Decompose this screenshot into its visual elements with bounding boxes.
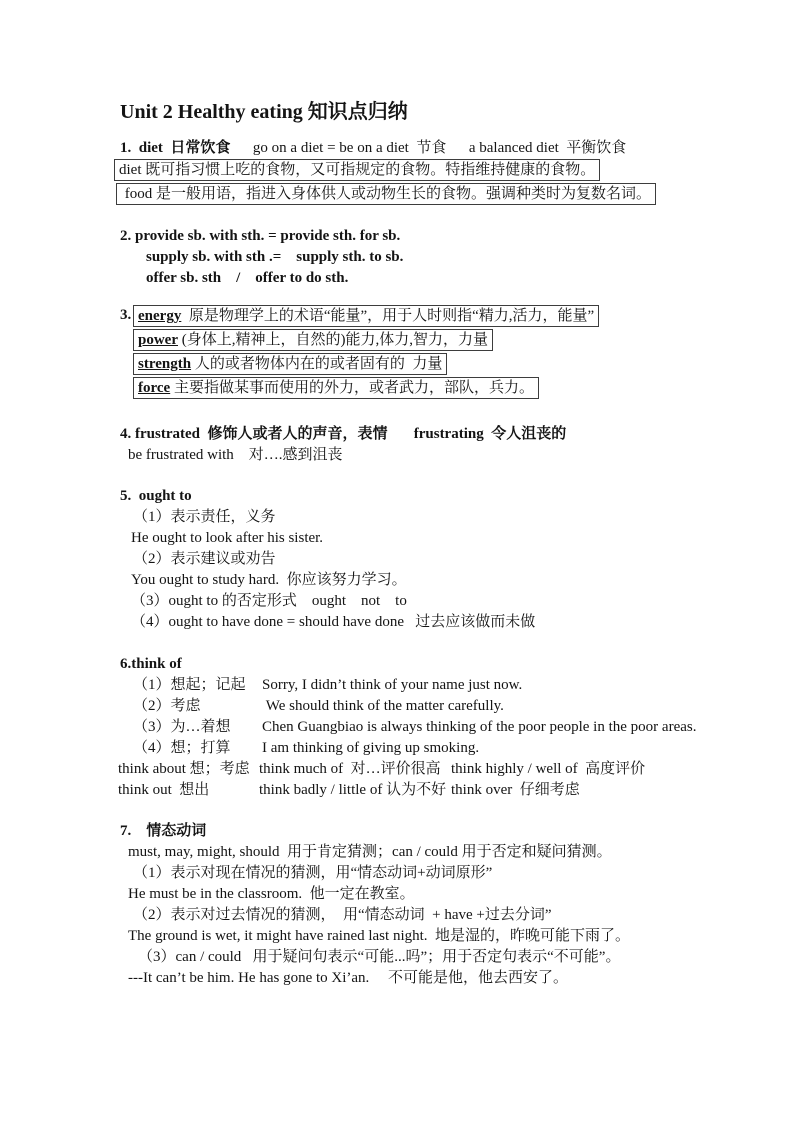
power-term: power bbox=[138, 332, 178, 348]
ought-example-1: He ought to look after his sister. bbox=[131, 530, 324, 546]
power-box bbox=[133, 329, 493, 351]
section-3-energy bbox=[120, 305, 768, 401]
think-phrases-row-1 bbox=[118, 759, 768, 780]
strength-term: strength bbox=[138, 356, 192, 372]
force-row bbox=[120, 377, 768, 401]
ought-to-heading: 5. ought to bbox=[120, 488, 192, 504]
think-of-item-4 bbox=[120, 738, 768, 759]
force-term: force bbox=[138, 380, 171, 396]
force-desc: 主要指做某事而使用的外力，或者武力，部队，兵力。 bbox=[170, 380, 534, 396]
think-out-phrase: think out 想出 bbox=[118, 782, 210, 798]
supply-line: supply sb. with sth .= supply sth. to sb. bbox=[146, 249, 404, 265]
modal-point-2: （2）表示对过去情况的猜测， 用“情态动词 + have +过去分词” bbox=[133, 907, 552, 923]
think-of-item-4-en: I am thinking of giving up smoking. bbox=[262, 740, 480, 756]
think-of-item-3-en: Chen Guangbiao is always thinking of the poor people in the poor areas. bbox=[262, 719, 697, 735]
think-of-item-1-en: Sorry, I didn’t think of your name just now. bbox=[262, 677, 523, 693]
energy-row bbox=[120, 305, 768, 329]
document-content bbox=[120, 99, 768, 989]
strength-box bbox=[133, 353, 447, 375]
energy-box bbox=[133, 305, 599, 327]
food-note-box bbox=[120, 183, 768, 207]
think-badly-phrase: think badly / little of 认为不好 bbox=[259, 782, 447, 798]
ought-point-3: （3）ought to 的否定形式 ought not to bbox=[131, 593, 407, 609]
think-of-item-2-cn: （2）考虑 bbox=[133, 698, 201, 714]
section-3-number: 3. bbox=[120, 307, 132, 323]
provide-line: 2. provide sb. with sth. = provide sth. for sb. bbox=[120, 228, 401, 244]
modal-rule-line: must, may, might, should 用于肯定猜测；can / could 用于否定和疑问猜测。 bbox=[128, 844, 612, 860]
food-note-text: food 是一般用语，指进入身体供人或动物生长的食物。强调种类时为复数名词。 bbox=[116, 183, 656, 205]
think-over-phrase: think over 仔细考虑 bbox=[451, 782, 580, 798]
think-of-item-2 bbox=[120, 696, 768, 717]
think-of-item-4-cn: （4）想；打算 bbox=[133, 740, 231, 756]
force-box bbox=[133, 377, 539, 399]
section-4-frustrated bbox=[120, 424, 768, 466]
diet-note-box bbox=[120, 159, 768, 183]
think-phrases-row-2 bbox=[118, 780, 768, 801]
think-of-item-2-en: We should think of the matter carefully. bbox=[262, 698, 504, 714]
modal-point-3: （3）can / could 用于疑问句表示“可能...吗”；用于否定句表示“不可能”。 bbox=[138, 949, 621, 965]
frustrated-heading: 4. frustrated 修饰人或者人的声音，表情 frustrating 令人沮丧的 bbox=[120, 426, 567, 442]
modal-example-2: The ground is wet, it might have rained last night. 地是湿的，昨晚可能下雨了。 bbox=[128, 928, 631, 944]
modal-point-1: （1）表示对现在情况的猜测，用“情态动词+动词原形” bbox=[133, 865, 493, 881]
power-desc: (身体上,精神上，自然的)能力,体力,智力，力量 bbox=[178, 332, 488, 348]
energy-term: energy bbox=[138, 308, 182, 324]
think-highly-phrase: think highly / well of 高度评价 bbox=[451, 761, 646, 777]
section-2-provide bbox=[120, 226, 768, 289]
section-1-diet bbox=[120, 138, 768, 207]
think-of-heading: 6.think of bbox=[120, 656, 182, 672]
strength-desc: 人的或者物体内在的或者固有的 力量 bbox=[191, 356, 443, 372]
section-7-modal-verbs bbox=[120, 821, 768, 989]
ought-point-4: （4）ought to have done = should have done 过去应该做而未做 bbox=[131, 614, 536, 630]
strength-row bbox=[120, 353, 768, 377]
modal-example-1: He must be in the classroom. 他一定在教室。 bbox=[128, 886, 415, 902]
think-about-phrase: think about 想；考虑 bbox=[118, 761, 250, 777]
diet-note-text: diet 既可指习惯上吃的食物，又可指规定的食物。特指维持健康的食物。 bbox=[114, 159, 600, 181]
section-1-heading-rest: go on a diet = be on a diet 节食 a balanced diet 平衡饮食 bbox=[230, 140, 627, 156]
section-5-ought-to bbox=[120, 486, 768, 633]
modal-verbs-heading: 7. 情态动词 bbox=[120, 823, 207, 839]
offer-line: offer sb. sth / offer to do sth. bbox=[146, 270, 349, 286]
ought-example-2: You ought to study hard. 你应该努力学习。 bbox=[131, 572, 407, 588]
ought-point-2: （2）表示建议或劝告 bbox=[133, 551, 276, 567]
section-1-heading-bold: 1. diet 日常饮食 bbox=[120, 140, 231, 156]
think-of-item-3 bbox=[120, 717, 768, 738]
think-of-item-1 bbox=[120, 675, 768, 696]
think-of-item-3-cn: （3）为…着想 bbox=[133, 719, 231, 735]
page-title: Unit 2 Healthy eating 知识点归纳 bbox=[120, 101, 408, 123]
think-of-item-1-cn: （1）想起；记起 bbox=[133, 677, 246, 693]
modal-example-3: ---It can’t be him. He has gone to Xi’an. 不可能是他，他去西安了。 bbox=[128, 970, 569, 986]
power-row bbox=[120, 329, 768, 353]
section-6-think-of bbox=[120, 654, 768, 801]
energy-desc: 原是物理学上的术语“能量”，用于人时则指“精力,活力，能量” bbox=[181, 308, 595, 324]
section-1-heading bbox=[120, 138, 768, 159]
think-much-of-phrase: think much of 对…评价很高 bbox=[259, 761, 441, 777]
ought-point-1: （1）表示责任，义务 bbox=[133, 509, 276, 525]
be-frustrated-line: be frustrated with 对….感到沮丧 bbox=[128, 447, 343, 463]
